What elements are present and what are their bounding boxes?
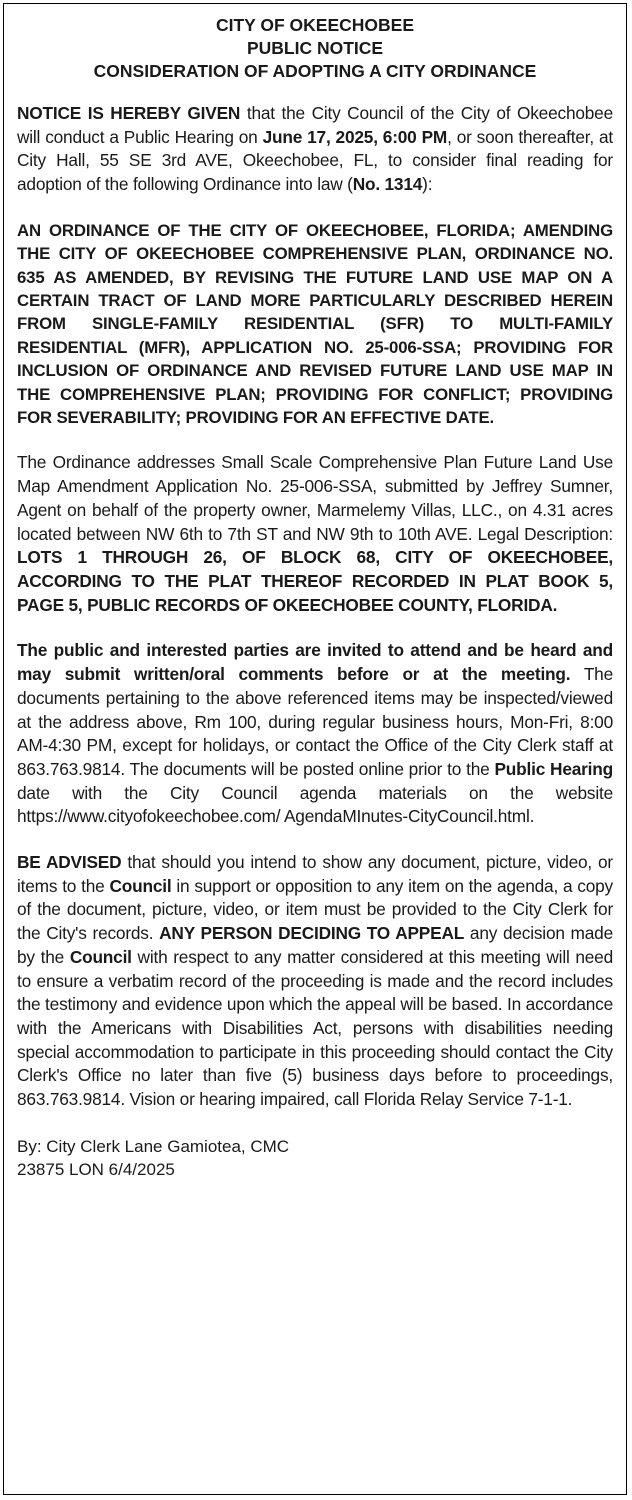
public-invite: The public and interested parties are invited to attend and be heard and may submit written/oral comments before or at the meeting. — [17, 640, 613, 685]
header-city: CITY OF OKEECHOBEE — [215, 15, 415, 35]
notice-paragraph: NOTICE IS HEREBY GIVEN that the City Council of the City of Okeechobee will conduct a Public Hearing on June 17, 2025, 6:00 PM, or soon thereafter, at City Hall, 55 SE 3rd AVE, Okeechobee, FL, to consider final reading for adoption of the following Ordinance into law (No. 1314): — [17, 103, 613, 195]
ordinance-title: AN ORDINANCE OF THE CITY OF OKEECHOBEE, FLORIDA; AMENDING THE CITY OF OKEECHOBEE COMPREHENSIVE PLAN, ORDINANCE NO. 635 AS AMENDED, BY REVISING THE FUTURE LAND USE MAP ON A CERTAIN TRACT OF LAND MORE PARTICULARLY DESCRIBED HEREIN FROM SINGLE-FAMILY RESIDENTIAL (SFR) TO MULTI-FAMILY RESIDENTIAL (MFR), APPLICATION NO. 25-006-SSA; PROVIDING FOR INCLUSION OF ORDINANCE AND REVISED FUTURE LAND USE MAP IN THE COMPREHENSIVE PLAN; PROVIDING FOR CONFLICT; PROVIDING FOR SEVERABILITY; PROVIDING FOR AN EFFECTIVE DATE. — [17, 220, 613, 428]
signature-by: By: City Clerk Lane Gamiotea, CMC — [17, 1136, 290, 1156]
signature-ref: 23875 LON 6/4/2025 — [17, 1159, 175, 1179]
notice-lead: NOTICE IS HEREBY GIVEN — [17, 103, 241, 123]
header-consideration: CONSIDERATION OF ADOPTING A CITY ORDINANCE — [93, 61, 537, 81]
notice-header — [17, 14, 613, 83]
signature-block — [17, 1135, 613, 1181]
public-paragraph: The public and interested parties are invited to attend and be heard and may submit written/oral comments before or at the meeting. The documents pertaining to the above referenced items may be inspected/viewed at the address above, Rm 100, during regular business hours, Mon-Fri, 8:00 AM-4:30 PM, except for holidays, or contact the Office of the City Clerk staff at 863.763.9814. The documents will be posted online prior to the Public Hearing date with the City Council agenda materials on the website https://www.cityofokeechobee.com/ AgendaMInutes-CityCouncil.html. — [17, 640, 614, 827]
public-hearing-label: Public Hearing — [494, 758, 613, 779]
addresses-paragraph: The Ordinance addresses Small Scale Comprehensive Plan Future Land Use Map Amendment Application No. 25-006-SSA, submitted by Jeffrey Sumner, Agent on behalf of the property owner, Marmelemy Villas, LLC., on 4.31 acres located between NW 6th to 7th ST and NW 9th to 10th AVE. Legal Description: LOTS 1 THROUGH 26, OF BLOCK 68, CITY OF OKEECHOBEE, ACCORDING TO THE PLAT THEREOF RECORDED IN PLAT BOOK 5, PAGE 5, PUBLIC RECORDS OF OKEECHOBEE COUNTY, FLORIDA. — [17, 452, 613, 615]
hearing-date: June 17, 2025, 6:00 PM — [262, 126, 448, 147]
notice-frame — [3, 3, 627, 1495]
website-text: date with the City Council agenda materials on the website https://www.cityofokeechobee.com/ AgendaMInutes-CityCouncil.html. — [17, 782, 613, 827]
appeal-notice: ANY PERSON DECIDING TO APPEAL — [159, 923, 465, 944]
advised-paragraph: BE ADVISED that should you intend to show any document, picture, video, or items to the Council in support or opposition to any item on the agenda, a copy of the document, picture, video, or item must be provided to the City Clerk for the City's records. ANY PERSON DECIDING TO APPEAL any decision made by the Council with respect to any matter considered at this meeting will need to ensure a verbatim record of the proceeding is made and the record includes the testimony and evidence upon which the appeal will be based. In accordance with the Americans with Disabilities Act, persons with disabilities needing special accommodation to participate in this proceeding should contact the City Clerk's Office no later than five (5) business days before to proceedings, 863.763.9814. Vision or hearing impaired, call Florida Relay Service 7-1-1. — [17, 852, 614, 1110]
header-public-notice: PUBLIC NOTICE — [246, 38, 384, 58]
advised-lead: BE ADVISED — [17, 852, 122, 873]
legal-description: LOTS 1 THROUGH 26, OF BLOCK 68, CITY OF OKEECHOBEE, ACCORDING TO THE PLAT THEREOF RECORDED IN PLAT BOOK 5, PAGE 5, PUBLIC RECORDS OF OKEECHOBEE COUNTY, FLORIDA. — [17, 547, 613, 615]
ordinance-number: No. 1314 — [352, 174, 423, 195]
